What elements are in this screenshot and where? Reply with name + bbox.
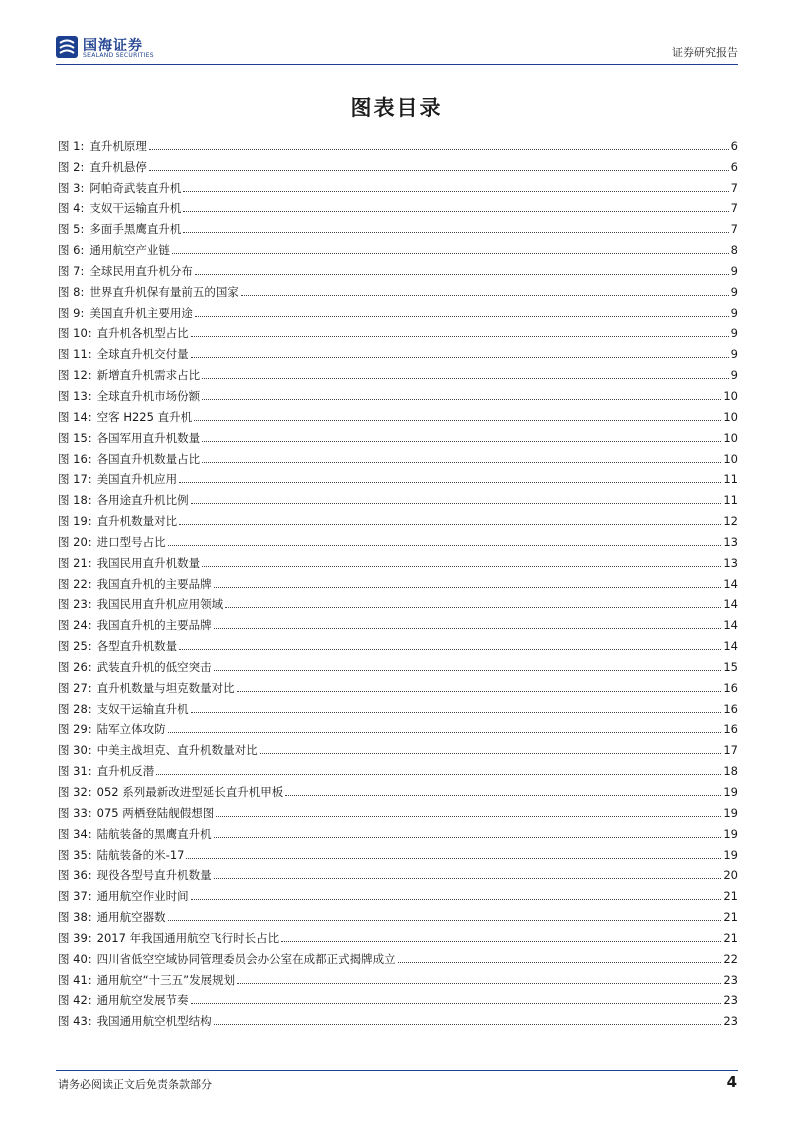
toc-entry[interactable] [58,445,738,466]
toc-entry-page: 23 [723,1014,738,1029]
toc-entry-page: 14 [723,576,738,591]
toc-entry-page: 9 [730,284,738,299]
disclaimer-note: 请务必阅读正文后免责条款部分 [58,1078,212,1091]
toc-entry-page: 20 [723,868,738,883]
toc-dot-leader [214,1024,722,1025]
toc-entry-page: 10 [723,451,738,466]
toc-entry-title: 四川省低空空域协同管理委员会办公室在成都正式揭牌成立 [96,951,396,966]
toc-entry-title: 武装直升机的低空突击 [96,659,212,674]
toc-entry-title: 支奴干运输直升机 [96,701,189,716]
toc-entry-label: 图 38: [58,910,92,925]
toc-entry-page: 14 [723,597,738,612]
toc-entry-label: 图 34: [58,826,92,841]
toc-entry-title: 美国直升机应用 [96,472,178,487]
toc-dot-leader [183,211,728,212]
toc-entry-page: 9 [730,347,738,362]
toc-dot-leader [179,482,721,483]
toc-entry-page: 23 [723,993,738,1008]
toc-entry-title: 各国军用直升机数量 [96,430,201,445]
toc-entry[interactable] [58,778,738,799]
toc-dot-leader [202,378,729,379]
toc-dot-leader [281,941,721,942]
toc-entry[interactable] [58,549,738,570]
toc-entry-page: 13 [723,534,738,549]
toc-entry-page: 10 [723,409,738,424]
toc-entry-page: 7 [730,180,738,195]
toc-entry-label: 图 24: [58,618,92,633]
toc-entry-title: 直升机数量对比 [96,514,178,529]
toc-entry-title: 通用航空产业链 [89,243,170,258]
toc-dot-leader [237,691,722,692]
toc-dot-leader [179,524,721,525]
page-title: 图表目录 [350,95,443,120]
toc-dot-leader [191,712,722,713]
toc-entry-title: 陆军立体攻防 [96,722,166,737]
toc-entry-label: 图 11: [58,347,92,362]
toc-entry-page: 23 [723,972,738,987]
toc-entry-label: 图 32: [58,785,92,799]
toc-entry[interactable] [58,507,738,528]
toc-entry-title: 075 两栖登陆舰假想图 [96,805,215,820]
toc-entry-page: 14 [723,639,738,654]
toc-entry[interactable] [58,403,738,424]
toc-entry-page: 7 [730,222,738,237]
toc-entry[interactable] [58,862,738,883]
toc-entry-title: 直升机各机型占比 [96,326,189,341]
toc-entry[interactable] [58,528,738,549]
toc-entry-label: 图 43: [58,1014,92,1029]
toc-entry[interactable] [58,153,738,174]
toc-entry-label: 图 4: [58,201,85,216]
toc-entry-title: 多面手黑鹰直升机 [89,222,182,237]
toc-entry[interactable] [58,278,738,299]
toc-entry-label: 图 15: [58,430,92,445]
figure-table-of-contents [58,132,738,1028]
toc-entry-title: 通用航空器数 [96,910,166,925]
toc-entry-label: 图 10: [58,326,92,341]
toc-dot-leader [285,795,721,796]
toc-dot-leader [172,253,729,254]
toc-entry-page: 11 [723,493,738,508]
toc-entry-title: 陆航装备的黑鹰直升机 [96,826,212,841]
toc-entry-page: 19 [723,805,738,820]
toc-entry-page: 14 [723,618,738,633]
toc-entry[interactable] [58,716,738,737]
toc-dot-leader [191,336,729,337]
toc-entry-page: 10 [723,388,738,403]
toc-dot-leader [195,316,729,317]
toc-entry[interactable] [58,466,738,487]
toc-entry-page: 18 [723,764,738,779]
toc-entry[interactable] [58,424,738,445]
toc-entry-label: 图 41: [58,972,92,987]
toc-entry-title: 通用航空作业时间 [96,889,189,904]
toc-entry[interactable] [58,215,738,236]
toc-entry-label: 图 27: [58,680,92,695]
toc-entry-label: 图 5: [58,222,85,237]
toc-dot-leader [191,357,729,358]
toc-entry-page: 19 [723,847,738,862]
toc-dot-leader [194,420,721,421]
toc-dot-leader [191,1003,722,1004]
toc-entry[interactable] [58,966,738,987]
toc-entry-label: 图 37: [58,889,92,904]
toc-entry-title: 直升机原理 [89,138,147,153]
toc-entry-page: 10 [723,430,738,445]
toc-entry-label: 图 14: [58,409,92,424]
toc-entry[interactable] [58,903,738,924]
toc-entry-title: 直升机悬停 [89,159,147,174]
toc-dot-leader [149,170,729,171]
toc-entry-page: 21 [723,930,738,945]
toc-dot-leader [214,670,722,671]
toc-entry-title: 支奴干运输直升机 [89,201,182,216]
toc-entry-page: 8 [730,243,738,258]
document-type: 证券研究报告 [672,46,738,59]
toc-entry-label: 图 12: [58,368,92,383]
toc-entry-label: 图 19: [58,514,92,529]
toc-dot-leader [214,587,722,588]
toc-dot-leader [214,837,722,838]
toc-entry[interactable] [58,987,738,1008]
page-number: 4 [726,1073,737,1091]
toc-entry-label: 图 20: [58,534,92,549]
toc-entry[interactable] [58,361,738,382]
toc-entry-page: 11 [723,472,738,487]
toc-entry-title: 全球民用直升机分布 [89,263,193,278]
toc-entry[interactable] [58,924,738,945]
toc-entry[interactable] [58,570,738,591]
toc-dot-leader [202,462,721,463]
toc-entry-label: 图 22: [58,576,92,591]
toc-entry-label: 图 3: [58,180,85,195]
toc-entry[interactable] [58,882,738,903]
toc-entry[interactable] [58,611,738,632]
toc-entry-label: 图 6: [58,243,85,258]
toc-entry-page: 21 [723,889,738,904]
toc-dot-leader [186,858,721,859]
toc-dot-leader [202,441,721,442]
toc-entry-label: 图 1: [58,138,85,153]
toc-dot-leader [183,191,728,192]
toc-entry-title: 世界直升机保有量前五的国家 [89,284,239,299]
toc-entry-title: 进口型号占比 [96,534,166,549]
toc-entry-title: 我国民用直升机应用领域 [96,597,224,612]
toc-entry[interactable] [58,653,738,674]
toc-entry-label: 图 16: [58,451,92,466]
toc-entry-page: 16 [723,722,738,737]
toc-entry-label: 图 25: [58,639,92,654]
toc-entry-label: 图 39: [58,930,92,945]
toc-entry[interactable] [58,674,738,695]
toc-entry-title: 各型直升机数量 [96,639,178,654]
toc-entry[interactable] [58,632,738,653]
toc-entry-title: 全球直升机交付量 [96,347,189,362]
toc-entry[interactable] [58,799,738,820]
page-header [56,34,738,64]
toc-entry-title: 全球直升机市场份额 [96,388,201,403]
toc-entry-label: 图 17: [58,472,92,487]
toc-dot-leader [202,399,721,400]
toc-dot-leader [214,628,722,629]
toc-entry-page: 7 [730,201,738,216]
toc-entry-title: 新增直升机需求占比 [96,368,201,383]
toc-entry[interactable] [58,320,738,341]
toc-entry-title: 我国直升机的主要品牌 [96,576,212,591]
toc-entry-page: 16 [723,680,738,695]
toc-entry-title: 现役各型号直升机数量 [96,868,212,883]
toc-entry-label: 图 36: [58,868,92,883]
toc-dot-leader [168,545,722,546]
toc-dot-leader [225,607,721,608]
toc-dot-leader [183,232,728,233]
toc-dot-leader [216,816,721,817]
sealand-logo-icon [56,36,78,58]
toc-entry-page: 6 [730,138,738,153]
toc-entry[interactable] [58,736,738,757]
toc-entry[interactable] [58,757,738,778]
toc-entry-title: 陆航装备的米-17 [96,847,185,862]
toc-entry-title: 我国直升机的主要品牌 [96,618,212,633]
toc-entry[interactable] [58,945,738,966]
toc-entry-title: 通用航空“十三五”发展规划 [96,972,236,987]
toc-entry-page: 9 [730,305,738,320]
toc-entry-title: 2017 年我国通用航空飞行时长占比 [96,930,280,945]
toc-entry-title: 052 系列最新改进型延长直升机甲板 [96,785,284,799]
toc-entry-label: 图 8: [58,284,85,299]
toc-dot-leader [168,732,722,733]
toc-entry[interactable] [58,236,738,257]
footer-divider [56,1070,738,1071]
logo-chinese-name: 国海证券 [83,38,143,54]
toc-dot-leader [398,962,722,963]
toc-dot-leader [191,899,722,900]
toc-dot-leader [179,649,721,650]
toc-dot-leader [202,566,721,567]
toc-entry-label: 图 21: [58,555,92,570]
toc-entry-title: 直升机数量与坦克数量对比 [96,680,235,695]
toc-entry-title: 我国民用直升机数量 [96,555,201,570]
toc-entry-label: 图 9: [58,305,85,320]
toc-entry-page: 17 [723,743,738,758]
toc-entry-title: 中美主战坦克、直升机数量对比 [96,743,258,758]
logo-english-name: SEALAND SECURITIES [83,52,154,59]
toc-entry-title: 直升机反潜 [96,764,155,779]
toc-entry[interactable] [58,486,738,507]
toc-entry[interactable] [58,299,738,320]
toc-entry-label: 图 42: [58,993,92,1008]
toc-entry-label: 图 13: [58,388,92,403]
toc-dot-leader [237,983,721,984]
toc-dot-leader [260,753,722,754]
toc-entry[interactable] [58,195,738,216]
toc-entry-label: 图 18: [58,493,92,508]
toc-entry[interactable] [58,820,738,841]
toc-entry-title: 阿帕奇武装直升机 [89,180,182,195]
toc-entry-page: 21 [723,910,738,925]
toc-entry-label: 图 33: [58,805,92,820]
toc-entry-page: 13 [723,555,738,570]
toc-dot-leader [195,274,729,275]
toc-entry-label: 图 7: [58,263,85,278]
toc-entry[interactable] [58,1007,738,1028]
toc-entry-label: 图 30: [58,743,92,758]
toc-entry-label: 图 2: [58,159,85,174]
toc-entry-title: 我国通用航空机型结构 [96,1014,212,1029]
toc-entry-page: 9 [730,263,738,278]
toc-dot-leader [168,920,722,921]
toc-entry-page: 19 [723,826,738,841]
toc-entry[interactable] [58,257,738,278]
toc-dot-leader [156,774,721,775]
header-divider [56,64,738,65]
toc-entry-title: 通用航空发展节奏 [96,993,189,1008]
toc-entry-label: 图 29: [58,722,92,737]
toc-entry-label: 图 40: [58,951,92,966]
toc-entry-title: 美国直升机主要用途 [89,305,193,320]
toc-entry-page: 22 [723,951,738,966]
toc-entry-page: 9 [730,326,738,341]
toc-entry[interactable] [58,382,738,403]
toc-entry-page: 15 [723,659,738,674]
toc-dot-leader [214,878,722,879]
toc-dot-leader [241,295,729,296]
toc-entry-label: 图 26: [58,659,92,674]
toc-entry[interactable] [58,174,738,195]
toc-entry-page: 19 [723,785,738,799]
toc-dot-leader [149,149,729,150]
toc-entry-label: 图 31: [58,764,92,779]
toc-entry-title: 各国直升机数量占比 [96,451,201,466]
toc-entry[interactable] [58,841,738,862]
toc-entry-label: 图 28: [58,701,92,716]
toc-entry[interactable] [58,591,738,612]
toc-entry[interactable] [58,340,738,361]
toc-entry-label: 图 23: [58,597,92,612]
toc-entry-page: 16 [723,701,738,716]
toc-entry-title: 空客 H225 直升机 [96,409,193,424]
toc-entry-label: 图 35: [58,847,92,862]
toc-dot-leader [191,503,722,504]
toc-entry[interactable] [58,695,738,716]
toc-entry-title: 各用途直升机比例 [96,493,189,508]
toc-entry-page: 9 [730,368,738,383]
toc-entry[interactable] [58,132,738,153]
toc-entry-page: 12 [723,514,738,529]
toc-entry-page: 6 [730,159,738,174]
